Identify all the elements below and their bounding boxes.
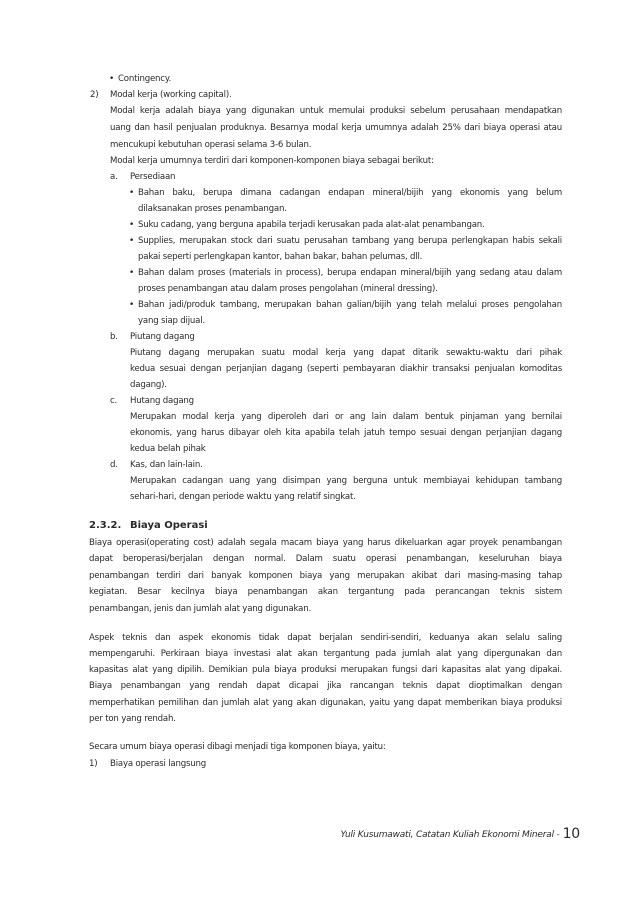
section-p2-line: mempengaruhi. Perkiraan biaya investasi alat akan tergantung pada jumlah alat yang dipergunakan dan	[89, 649, 562, 659]
item-d-label: d.	[110, 460, 118, 470]
item2-number: 2)	[90, 90, 99, 100]
section-p1-line: dapat beroperasi/berjalan dengan normal. Dalam suatu operasi penambangan, keseluruhan biaya	[89, 554, 562, 564]
item-a-title: Persediaan	[130, 172, 176, 182]
section-p2-line: Aspek teknis dan aspek ekonomis tidak dapat berjalan sendiri-sendiri, keduanya akan selalu saling	[89, 633, 562, 643]
item-c-line: kedua belah pihak	[130, 444, 206, 454]
section-number: 2.3.2.	[89, 520, 122, 531]
section-p1-line: penambangan, jenis dan jumlah alat yang digunakan.	[89, 604, 312, 614]
section-p2-line: per ton yang rendah.	[89, 714, 176, 724]
item2-para-line: Modal kerja adalah biaya yang digunakan untuk memulai produksi sebelum perusahaan mendapatkan	[110, 106, 562, 116]
item-d-line: Merupakan cadangan uang yang disimpan yang berguna untuk membiayai kehidupan tambang	[130, 476, 562, 486]
section-p2-line: kapasitas alat yang dipilih. Demikian pula biaya produksi merupakan fungsi dari kapasitas alat yang dipakai.	[89, 665, 562, 675]
bullet-bahan-proses-cont: proses penambangan atau dalam proses pengolahan (mineral dressing).	[138, 284, 438, 294]
item-c-label: c.	[110, 396, 118, 406]
section-p1-line: kegiatan. Besar kecilnya biaya penambangan akan tergantung pada perancangan teknis sistem	[89, 587, 562, 597]
item-a-label: a.	[110, 172, 118, 182]
section-p1-line: penambangan terdiri dari banyak komponen biaya yang merupakan akibat dari masing-masing tahap	[89, 571, 562, 581]
bullet-bahan-baku: • Bahan baku, berupa dimana cadangan endapan mineral/bijih yang ekonomis yang belum	[138, 187, 562, 200]
item-b-line: dagang).	[130, 380, 167, 390]
list-item-text: Biaya operasi langsung	[110, 759, 207, 769]
section-p3: Secara umum biaya operasi dibagi menjadi tiga komponen biaya, yaitu:	[89, 742, 386, 752]
bullet-supplies-cont: pakai seperti perlengkapan kantor, bahan bakar, bahan pelumas, dll.	[138, 252, 423, 262]
section-p2-line: Biaya penambangan yang rendah dapat dicapai jika rancangan teknis dapat dioptimalkan dengan	[89, 681, 562, 691]
section-p2-line: memperhatikan pemilihan dan jumlah alat yang akan digunakan, yaitu yang dapat memberikan biaya produksi	[89, 698, 562, 708]
bullet-contingency: • Contingency.	[118, 73, 171, 86]
page-footer	[341, 826, 581, 842]
bullet-bahan-proses: • Bahan dalam proses (materials in process), berupa endapan mineral/bijih yang sedang atau dalam	[138, 267, 562, 280]
bullet-bahan-baku-cont: dilaksanakan proses penambangan.	[138, 204, 287, 214]
item-b-line: Piutang dagang merupakan suatu modal kerja yang dapat ditarik sewaktu-waktu dari pihak	[130, 348, 562, 358]
item2-title: Modal kerja (working capital).	[110, 90, 232, 100]
bullet-supplies: • Supplies, merupakan stock dari suatu perusahan tambang yang berupa perlengkapan habis sekali	[138, 235, 562, 248]
footer-text: Yuli Kusumawati, Catatan Kuliah Ekonomi Mineral -	[340, 830, 560, 840]
bullet-suku-cadang: • Suku cadang, yang berguna apabila terjadi kerusakan pada alat-alat penambangan.	[138, 219, 485, 232]
item-b-title: Piutang dagang	[130, 332, 195, 342]
bullet-bahan-jadi: • Bahan jadi/produk tambang, merupakan bahan galian/bijih yang telah melalui proses pengolahan	[138, 299, 562, 312]
item-d-line: sehari-hari, dengan periode waktu yang relatif singkat.	[130, 492, 356, 502]
item2-intro: Modal kerja umumnya terdiri dari komponen-komponen biaya sebagai berikut:	[110, 156, 434, 166]
bullet-bahan-jadi-cont: yang siap dijual.	[138, 316, 205, 326]
item-b-line: kedua sesuai dengan perjanjian dagang (seperti pembayaran diakhir transaksi penjualan komoditas	[130, 364, 562, 374]
list-item-number: 1)	[89, 759, 98, 769]
item2-para-line: mencukupi kebutuhan operasi selama 3-6 bulan.	[110, 140, 312, 150]
item-c-line: Merupakan modal kerja yang diperoleh dari or ang lain dalam bentuk pinjaman yang bernilai	[130, 412, 562, 422]
section-title: Biaya Operasi	[130, 520, 208, 531]
section-p1-line: Biaya operasi(operating cost) adalah segala macam biaya yang harus dikeluarkan agar proyek penambangan	[89, 538, 562, 548]
item2-para-line: uang dan hasil penjualan produknya. Besarnya modal kerja umumnya adalah 25% dari biaya operasi atau	[110, 123, 562, 133]
page-number: 10	[562, 826, 580, 842]
item-c-title: Hutang dagang	[130, 396, 194, 406]
item-d-title: Kas, dan lain-lain.	[130, 460, 203, 470]
item-c-line: ekonomis, yang harus dibayar oleh kita apabila telah jatuh tempo sesuai dengan perjanjian dagang	[130, 428, 562, 438]
item-b-label: b.	[110, 332, 118, 342]
